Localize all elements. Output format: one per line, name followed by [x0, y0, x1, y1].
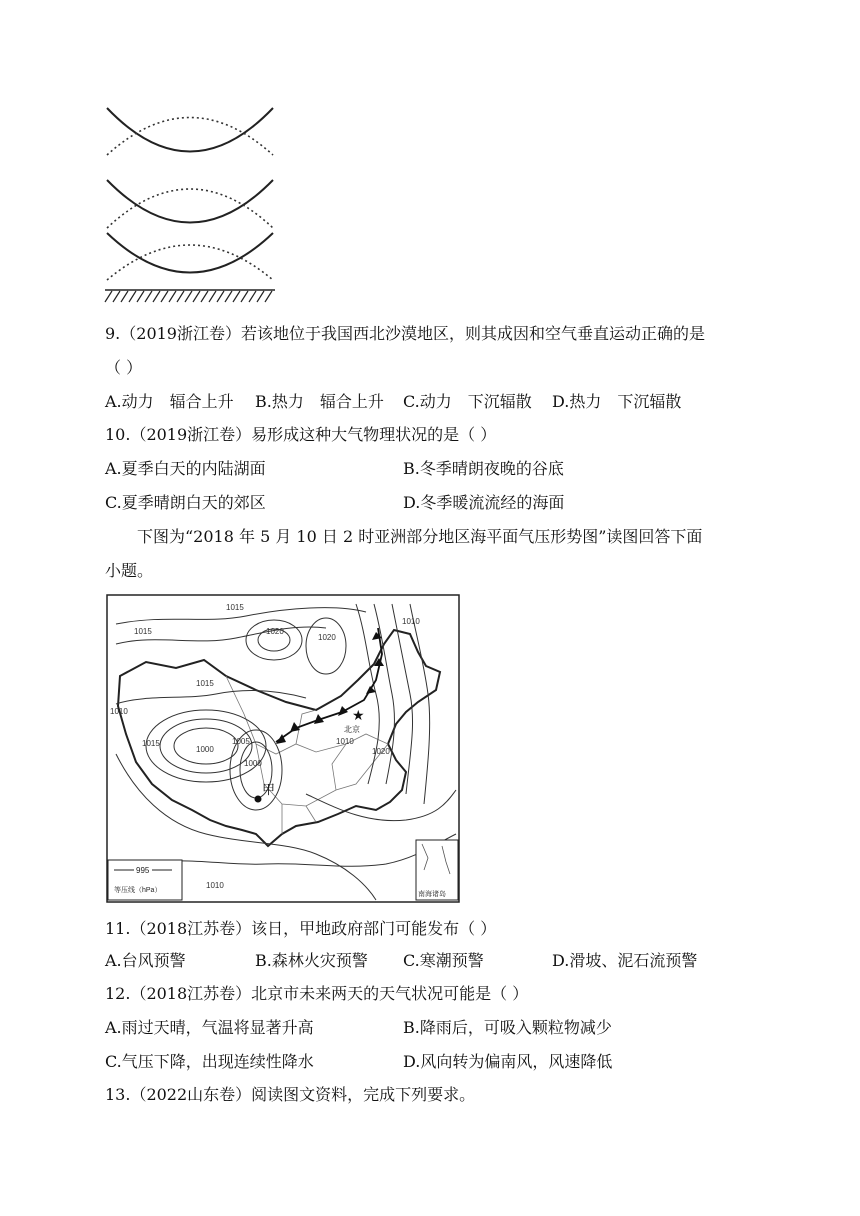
q10-option-b[interactable]: B.冬季晴朗夜晚的谷底 — [403, 459, 564, 478]
isobar-label: 1010 — [110, 707, 128, 716]
q12-option-a[interactable]: A.雨过天晴，气温将显著升高 — [105, 1018, 314, 1037]
inset-label: 南海诸岛 — [418, 891, 446, 898]
q10-stem: 10.（2019浙江卷）易形成这种大气物理状况的是（ ） — [105, 425, 497, 444]
beijing-star-icon: ★ — [352, 707, 365, 723]
intro-line2: 小题。 — [105, 561, 154, 580]
q12-stem: 12.（2018江苏卷）北京市未来两天的天气状况可能是（ ） — [105, 984, 529, 1003]
q12-option-c[interactable]: C.气压下降，出现连续性降水 — [105, 1052, 314, 1071]
q9-option-a[interactable]: A.动力 辐合上升 — [105, 392, 234, 411]
q12-options-row1 — [105, 1018, 612, 1038]
isobar-label: 1005 — [232, 737, 250, 746]
jia-label: 甲 — [262, 783, 276, 798]
isobar-label: 1015 — [142, 739, 160, 748]
q11-stem: 11.（2018江苏卷）该日，甲地政府部门可能发布（ ） — [105, 919, 497, 938]
beijing-label: 北京 — [344, 725, 360, 734]
q9-option-b[interactable]: B.热力 辐合上升 — [255, 392, 384, 411]
isobar-label: 1015 — [196, 679, 214, 688]
isobar-label: 1020 — [372, 747, 390, 756]
q9-option-c[interactable]: C.动力 下沉辐散 — [403, 392, 532, 411]
q9-options — [105, 392, 682, 412]
isobar-label: 1020 — [318, 633, 336, 642]
isobar-label: 1020 — [266, 627, 284, 636]
isobar-label: 1000 — [244, 759, 262, 768]
q11-option-a[interactable]: A.台风预警 — [105, 951, 186, 970]
q10-options-row1 — [105, 459, 564, 479]
q10-option-a[interactable]: A.夏季白天的内陆湖面 — [105, 459, 266, 478]
q12-option-d[interactable]: D.风向转为偏南风，风速降低 — [403, 1052, 613, 1071]
isobar-label: 1010 — [336, 737, 354, 746]
q12-option-b[interactable]: B.降雨后，可吸入颗粒物减少 — [403, 1018, 612, 1037]
q9-option-d[interactable]: D.热力 下沉辐散 — [552, 392, 682, 411]
q11-option-b[interactable]: B.森林火灾预警 — [255, 951, 368, 970]
q10-options-row2 — [105, 493, 565, 513]
q9-stem-line2: （ ） — [105, 358, 143, 377]
legend-value: 995 — [136, 866, 150, 875]
jia-point-marker — [255, 796, 262, 803]
isobar-label: 1015 — [226, 603, 244, 612]
legend-text: 等压线（hPa） — [114, 887, 162, 894]
q11-option-c[interactable]: C.寒潮预警 — [403, 951, 484, 970]
isobar-label: 1000 — [196, 745, 214, 754]
q11-options — [105, 951, 698, 971]
q9-stem-line1: 9.（2019浙江卷）若该地位于我国西北沙漠地区，则其成因和空气垂直运动正确的是 — [105, 324, 705, 343]
intro-line1: 下图为“2018 年 5 月 10 日 2 时亚洲部分地区海平面气压形势图”读图回答下面 — [137, 527, 703, 546]
isobar-label: 1015 — [134, 627, 152, 636]
q10-option-c[interactable]: C.夏季晴朗白天的郊区 — [105, 493, 266, 512]
isobar-label: 1010 — [206, 881, 224, 890]
q11-option-d[interactable]: D.滑坡、泥石流预警 — [552, 951, 698, 970]
q10-option-d[interactable]: D.冬季暖流流经的海面 — [403, 493, 565, 512]
temperature-profile-diagram — [100, 100, 280, 310]
q12-options-row2 — [105, 1052, 613, 1072]
sea-level-pressure-map — [106, 594, 460, 904]
isobar-label: 1010 — [402, 617, 420, 626]
q13-stem: 13.（2022山东卷）阅读图文资料，完成下列要求。 — [105, 1085, 476, 1104]
